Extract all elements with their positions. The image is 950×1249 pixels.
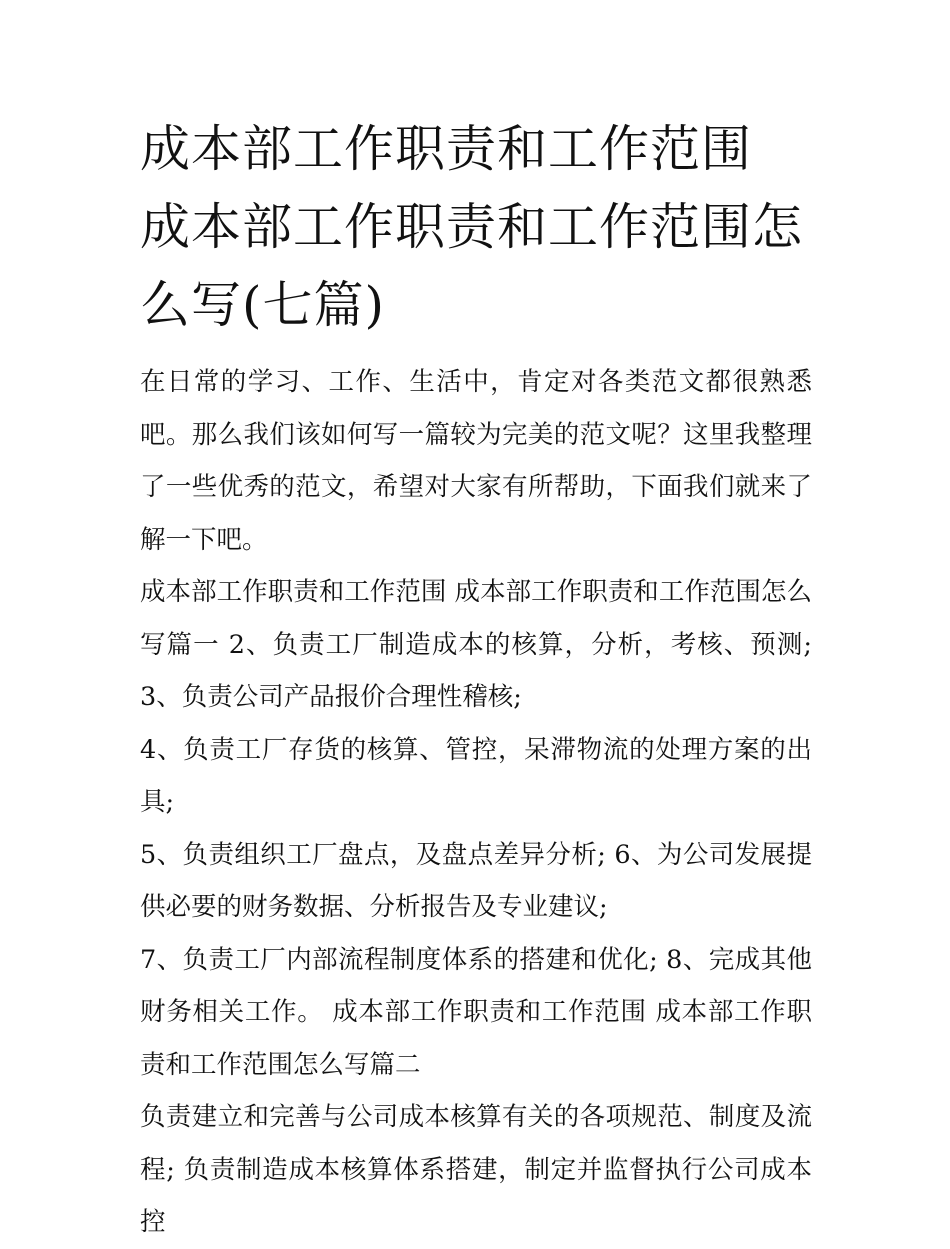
paragraph-item-5-6: 5、负责组织工厂盘点，及盘点差异分析; 6、为公司发展提供必要的财务数据、分析报告及专业建议; [140, 839, 812, 922]
paragraph-item-4: 4、负责工厂存货的核算、管控，呆滞物流的处理方案的出具; [140, 734, 812, 817]
paragraph-part-one: 成本部工作职责和工作范围 成本部工作职责和工作范围怎么写篇一 2、负责工厂制造成本的核算，分析，考核、预测; 3、负责公司产品报价合理性稽核; [140, 577, 812, 712]
paragraph-item-7-8: 7、负责工厂内部流程制度体系的搭建和优化; 8、完成其他财务相关工作。 成本部工作职责和工作范围 成本部工作职责和工作范围怎么写篇二 [140, 944, 812, 1080]
paragraph-part-two: 负责建立和完善与公司成本核算有关的各项规范、制度及流程; 负责制造成本核算体系搭建，制定并监督执行公司成本控 [140, 1102, 812, 1237]
document-page [140, 110, 812, 1249]
document-title: 成本部工作职责和工作范围 成本部工作职责和工作范围怎么写(七篇) [140, 120, 803, 334]
paragraph-intro: 在日常的学习、工作、生活中，肯定对各类范文都很熟悉吧。那么我们该如何写一篇较为完美的范文呢？这里我整理了一些优秀的范文，希望对大家有所帮助，下面我们就来了解一下吧。 [140, 367, 812, 555]
